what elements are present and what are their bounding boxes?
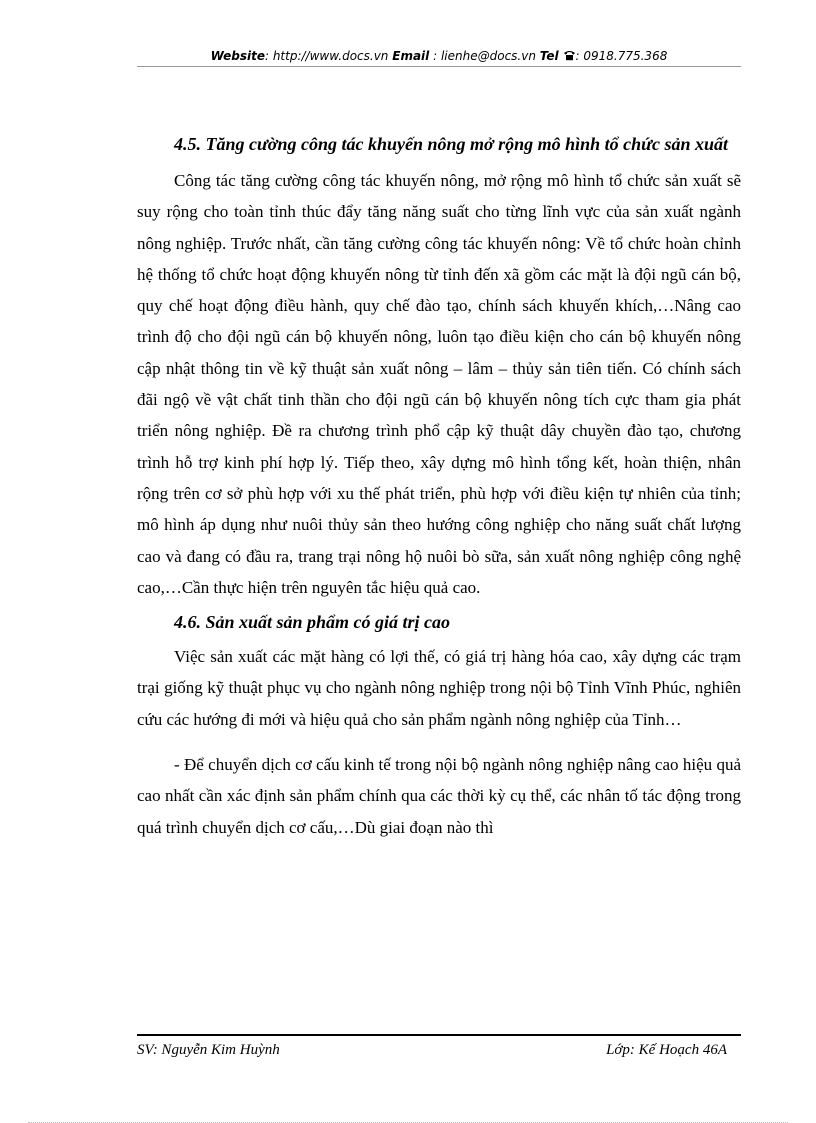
section-4-5-paragraph: Công tác tăng cường công tác khuyến nông, mở rộng mô hình tổ chức sản xuất sẽ suy rộng cho toàn tỉnh thúc đẩy tăng năng suất cho từng lĩnh vực của sản xuất ngành nông nghiệp. Trước nhất, cần tăng cường công tác khuyến nông: Về tổ chức hoàn chỉnh hệ thống tổ chức hoạt động khuyến nông từ tỉnh đến xã gồm các mặt là đội ngũ cán bộ, quy chế hoạt động điều hành, quy chế đào tạo, chính sách khuyến khích,…Nâng cao trình độ cho đội ngũ cán bộ khuyến nông, luôn tạo điều kiện cho cán bộ khuyến nông cập nhật thông tin về kỹ thuật sản xuất nông – lâm – thủy sản tiên tiến. Có chính sách đãi ngộ về vật chất tinh thần cho đội ngũ cán bộ khuyến nông tích cực tham gia phát triển nông nghiệp. Đề ra chương trình phổ cập kỹ thuật dây chuyền đào tạo, chương trình hỗ trợ kinh phí hợp lý. Tiếp theo, xây dựng mô hình tổng kết, hoàn thiện, nhân rộng trên cơ sở phù hợp với xu thế phát triển, phù hợp với điều kiện tự nhiên của tỉnh; mô hình áp dụng như nuôi thủy sản theo hướng công nghiệp cho năng suất chất lượng cao và đang có đầu ra, trang trại nông hộ nuôi bò sữa, sản xuất nông nghiệp công nghệ cao,…Cần thực hiện trên nguyên tắc hiệu quả cao. xyxy=(137,171,741,597)
footer-student: SV: Nguyễn Kim Huỳnh xyxy=(137,1042,280,1058)
email-value[interactable]: : lienhe@docs.vn xyxy=(433,49,536,63)
section-4-6-paragraph-1: Việc sản xuất các mặt hàng có lợi thế, có giá trị hàng hóa cao, xây dựng các trạm trại giống kỹ thuật phục vụ cho ngành nông nghiệp trong nội bộ Tỉnh Vĩnh Phúc, nghiên cứu các hướng đi mới và hiệu quả cho sản phẩm ngành nông nghiệp của Tỉnh… xyxy=(137,647,741,729)
document-body xyxy=(137,128,741,843)
tel-value: : 0918.775.368 xyxy=(575,49,668,63)
section-4-6-paragraph-2: - Để chuyển dịch cơ cấu kinh tế trong nội bộ ngành nông nghiệp nâng cao hiệu quả cao nhất cần xác định sản phẩm chính qua các thời kỳ cụ thể, các nhân tố tác động trong quá trình chuyển dịch cơ cấu,…Dù giai đoạn nào thì xyxy=(137,755,741,837)
footer-rule xyxy=(137,1034,741,1036)
email-label: Email xyxy=(392,49,430,63)
website-label: Website xyxy=(210,49,265,63)
footer-class: Lớp: Kế Hoạch 46A xyxy=(606,1042,727,1058)
page-footer xyxy=(137,1040,727,1060)
header-rule xyxy=(137,66,741,67)
phone-icon xyxy=(563,50,576,61)
website-value[interactable]: : http://www.docs.vn xyxy=(264,49,389,63)
section-4-6-title: 4.6. Sản xuất sản phẩm có giá trị cao xyxy=(174,612,451,633)
section-4-5-title: 4.5. Tăng cường công tác khuyến nông mở rộng mô hình tổ chức sản xuất xyxy=(174,134,728,154)
page-header xyxy=(137,47,741,65)
tel-label: Tel xyxy=(539,49,559,63)
